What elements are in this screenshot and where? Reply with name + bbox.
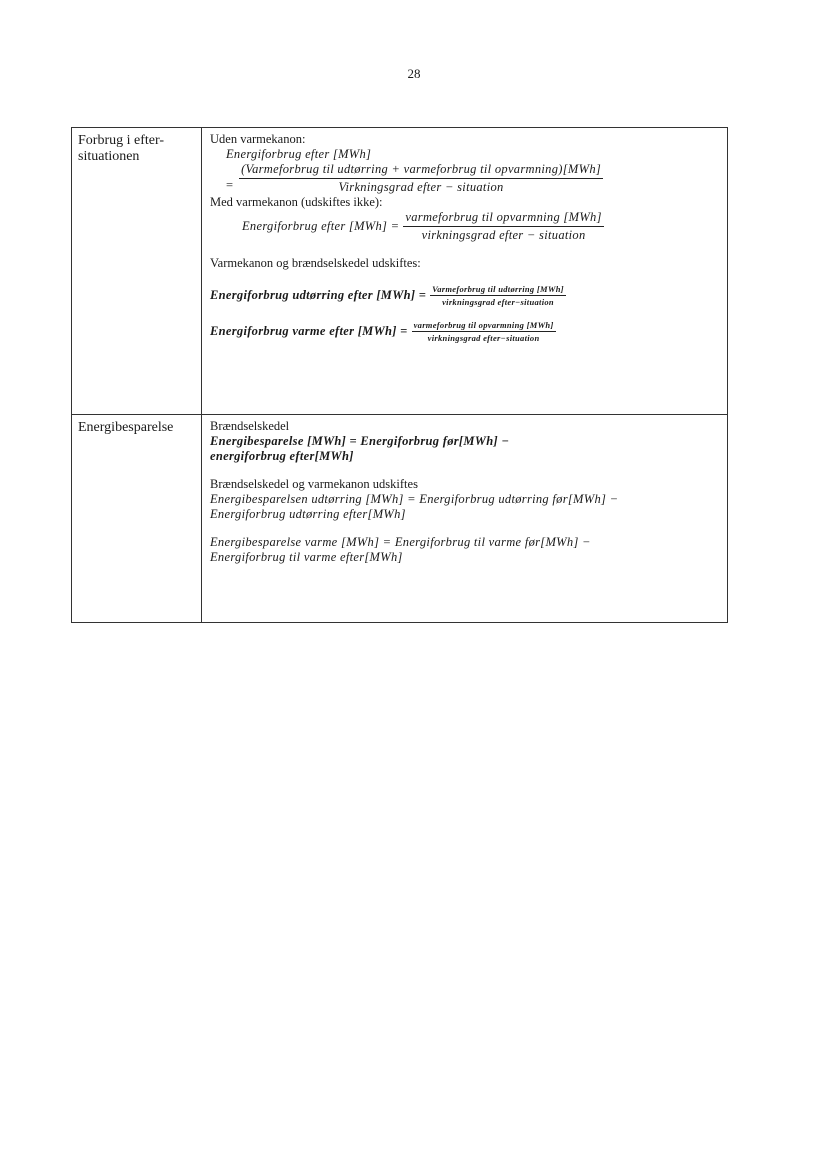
formula-cell-forbrug — [202, 128, 728, 415]
row-label-forbrug: Forbrug i efter-situationen — [72, 128, 202, 415]
table-row — [72, 415, 728, 623]
udtorring-fraction — [430, 284, 566, 307]
varme-line-1: Energibesparelse varme [MWh] = Energiforbrug til varme før[MWh] − — [210, 535, 591, 549]
uden-heading: Uden varmekanon: — [210, 132, 306, 146]
uden-numerator: (Varmeforbrug til udtørring + varmeforbrug til opvarmning)[MWh] — [239, 162, 603, 179]
uden-equals: = — [226, 178, 234, 192]
varme-fraction-row — [210, 320, 719, 343]
kedel-heading: Brændselskedel — [210, 419, 290, 433]
uden-fraction — [239, 162, 603, 195]
udtorring-line-1: Energibesparelsen udtørring [MWh] = Energiforbrug udtørring før[MWh] − — [210, 492, 619, 506]
table-row — [72, 128, 728, 415]
med-fraction — [403, 210, 603, 243]
varme-fraction — [412, 320, 556, 343]
udtorring-fraction-row — [210, 284, 719, 307]
uden-denominator: Virkningsgrad efter − situation — [338, 180, 504, 194]
uden-fraction-row — [210, 162, 719, 195]
kedel-line-1: Energibesparelse [MWh] = Energiforbrug før[MWh] − — [210, 434, 510, 448]
udtorring-lhs: Energiforbrug udtørring efter [MWh] = — [210, 288, 427, 302]
varme-lhs: Energiforbrug varme efter [MWh] = — [210, 324, 408, 338]
med-numerator: varmeforbrug til opvarmning [MWh] — [403, 210, 603, 227]
udtorring-denominator: virkningsgrad efter−situation — [442, 297, 554, 307]
begge-heading-2: Brændselskedel og varmekanon udskiftes — [210, 477, 418, 491]
med-denominator: virkningsgrad efter − situation — [421, 228, 586, 242]
formula-cell-energibesparelse — [202, 415, 728, 623]
kedel-line-2: energiforbrug efter[MWh] — [210, 449, 354, 463]
uden-lhs: Energiforbrug efter [MWh] — [226, 147, 372, 161]
varme-numerator: varmeforbrug til opvarmning [MWh] — [413, 320, 554, 330]
varme-line-2: Energiforbrug til varme efter[MWh] — [210, 550, 403, 564]
varme-denominator: virkningsgrad efter−situation — [427, 333, 540, 343]
udtorring-numerator: Varmeforbrug til udtørring [MWh] — [432, 284, 564, 294]
page-number: 28 — [407, 66, 421, 81]
begge-heading: Varmekanon og brændselskedel udskiftes: — [210, 256, 421, 270]
row-label-energibesparelse: Energibesparelse — [72, 415, 202, 623]
formula-table — [71, 127, 728, 623]
med-fraction-row — [210, 210, 719, 243]
udtorring-line-2: Energiforbrug udtørring efter[MWh] — [210, 507, 406, 521]
med-lhs: Energiforbrug efter [MWh] = — [242, 219, 400, 233]
med-heading: Med varmekanon (udskiftes ikke): — [210, 195, 383, 209]
